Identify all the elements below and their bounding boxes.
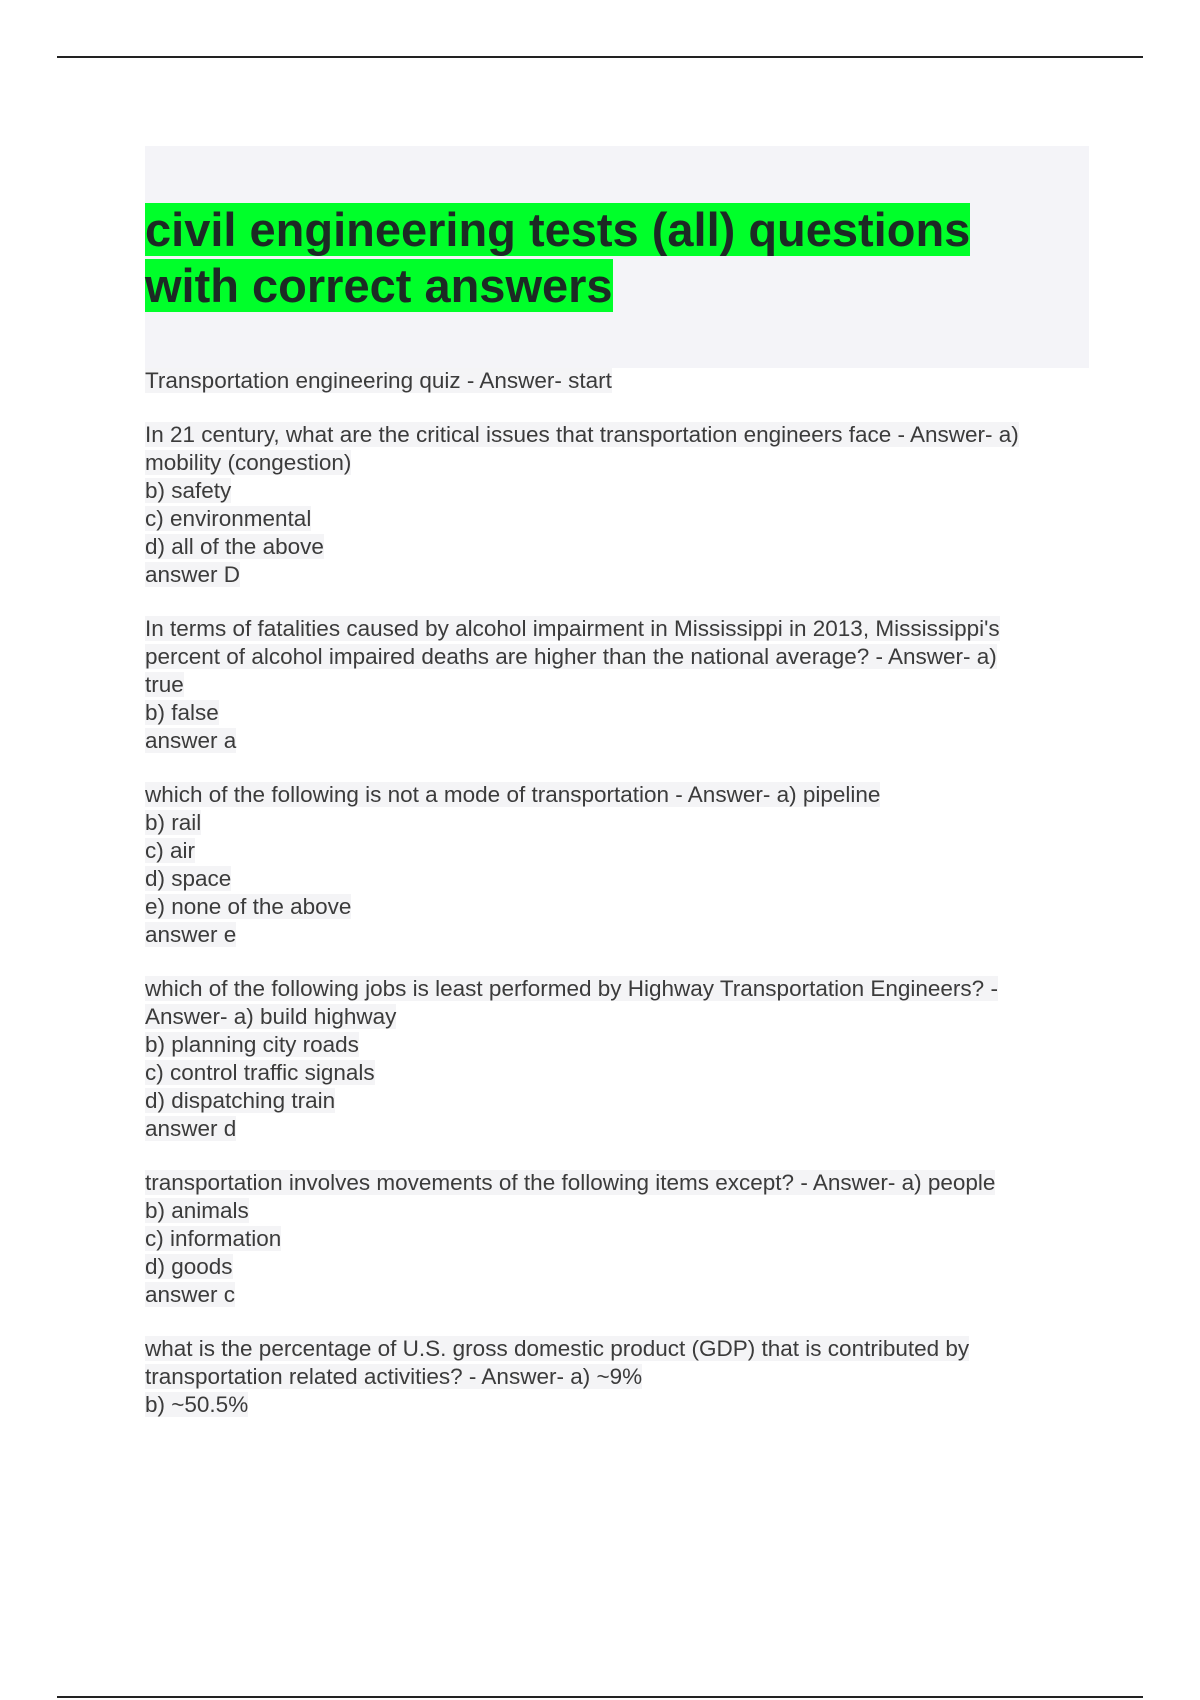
text-line <box>145 1335 1095 1363</box>
line-text: transportation involves movements of the following items except? - Answer- a) people <box>145 1170 996 1195</box>
text-line <box>145 477 1095 505</box>
line-text: b) planning city roads <box>145 1032 359 1057</box>
text-line <box>145 1225 1095 1253</box>
text-line <box>145 367 1095 395</box>
line-text: Transportation engineering quiz - Answer- start <box>145 368 612 393</box>
line-text: c) control traffic signals <box>145 1060 375 1085</box>
question-block <box>145 781 1095 949</box>
text-line <box>145 533 1095 561</box>
text-line <box>145 615 1095 643</box>
question-block <box>145 421 1095 589</box>
text-line <box>145 643 1095 671</box>
line-text: which of the following jobs is least performed by Highway Transportation Engineers? - <box>145 976 998 1001</box>
text-line <box>145 893 1095 921</box>
line-text: In 21 century, what are the critical issues that transportation engineers face - Answer- a) <box>145 422 1019 447</box>
line-text: transportation related activities? - Answer- a) ~9% <box>145 1364 643 1389</box>
text-line <box>145 921 1095 949</box>
line-text: what is the percentage of U.S. gross domestic product (GDP) that is contributed by <box>145 1336 970 1361</box>
top-rule <box>57 56 1143 58</box>
line-text: b) animals <box>145 1198 249 1223</box>
text-line <box>145 837 1095 865</box>
text-line <box>145 1059 1095 1087</box>
text-line <box>145 1003 1095 1031</box>
line-text: true <box>145 672 184 697</box>
text-line <box>145 561 1095 589</box>
line-text: b) false <box>145 700 219 725</box>
text-line <box>145 975 1095 1003</box>
text-line <box>145 1197 1095 1225</box>
line-text: mobility (congestion) <box>145 450 352 475</box>
line-text: b) rail <box>145 810 202 835</box>
question-block <box>145 367 1095 395</box>
question-block <box>145 975 1095 1143</box>
document-title <box>145 202 1045 314</box>
line-text: answer e <box>145 922 237 947</box>
text-line <box>145 1281 1095 1309</box>
title-line-1: civil engineering tests (all) questions <box>145 203 971 256</box>
text-line <box>145 809 1095 837</box>
line-text: c) information <box>145 1226 282 1251</box>
bottom-rule <box>57 1696 1143 1698</box>
line-text: which of the following is not a mode of transportation - Answer- a) pipeline <box>145 782 881 807</box>
question-block <box>145 1169 1095 1309</box>
text-line <box>145 421 1095 449</box>
line-text: c) environmental <box>145 506 312 531</box>
text-line <box>145 1391 1095 1419</box>
text-line <box>145 449 1095 477</box>
line-text: d) goods <box>145 1254 233 1279</box>
line-text: b) ~50.5% <box>145 1392 249 1417</box>
line-text: answer d <box>145 1116 237 1141</box>
title-line-2: with correct answers <box>145 259 613 312</box>
line-text: answer D <box>145 562 241 587</box>
line-text: answer c <box>145 1282 236 1307</box>
line-text: d) space <box>145 866 232 891</box>
line-text: percent of alcohol impaired deaths are higher than the national average? - Answer- a) <box>145 644 997 669</box>
text-line <box>145 1115 1095 1143</box>
line-text: e) none of the above <box>145 894 352 919</box>
text-line <box>145 1087 1095 1115</box>
text-line <box>145 671 1095 699</box>
document-body <box>145 367 1095 1445</box>
line-text: In terms of fatalities caused by alcohol impairment in Mississippi in 2013, Mississippi's <box>145 616 1000 641</box>
line-text: b) safety <box>145 478 232 503</box>
line-text: c) air <box>145 838 195 863</box>
text-line <box>145 1363 1095 1391</box>
text-line <box>145 727 1095 755</box>
text-line <box>145 699 1095 727</box>
line-text: answer a <box>145 728 237 753</box>
text-line <box>145 1031 1095 1059</box>
question-block <box>145 1335 1095 1419</box>
text-line <box>145 505 1095 533</box>
title-block <box>145 146 1089 368</box>
line-text: d) dispatching train <box>145 1088 336 1113</box>
line-text: d) all of the above <box>145 534 324 559</box>
text-line <box>145 865 1095 893</box>
line-text: Answer- a) build highway <box>145 1004 397 1029</box>
text-line <box>145 1253 1095 1281</box>
question-block <box>145 615 1095 755</box>
text-line <box>145 781 1095 809</box>
text-line <box>145 1169 1095 1197</box>
